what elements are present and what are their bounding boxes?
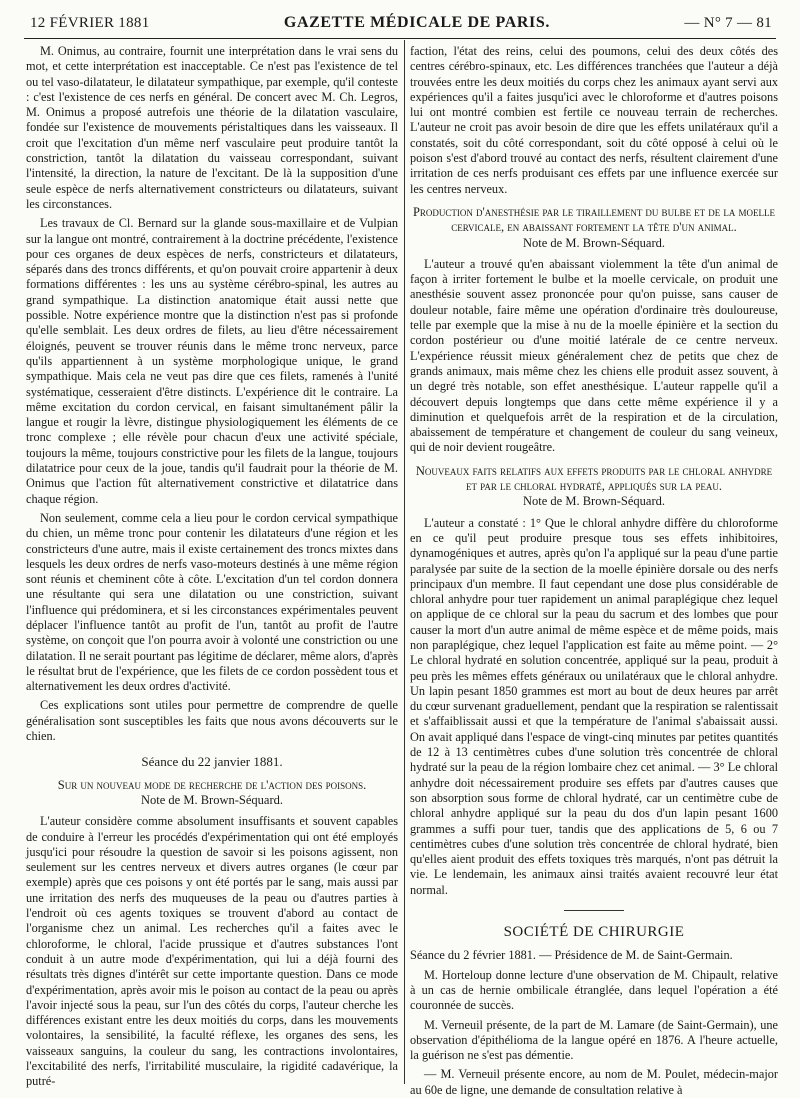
header-rule bbox=[24, 38, 776, 39]
journal-title: GAZETTE MÉDICALE DE PARIS. bbox=[283, 14, 550, 31]
seance-heading: Séance du 22 janvier 1881. bbox=[141, 754, 283, 770]
paragraph: Les travaux de Cl. Bernard sur la glande sous-maxillaire et de Vulpian sur la langue ont montré, contrairement à la doctrine précédente, l'existence pour ces organes de deux espèces de nerfs, constricteurs et dilatateurs, séparés dans des troncs différents, et qu'on pouvait croire appartenir à deux formations différentes : les uns au système cérébro-spinal, les autres au grand sympathique. La distinction anatomique était aussi nette que possible. Notre expérience montre que la distinction n'est pas si profonde qu'elle semblait. Les deux ordres de filets, au lieu d'être nécessairement éloignés, peuvent se trouver réunis dans le même tronc nerveux, parce qu'ils appartiennent à un système morphologique unique, le grand sympathique. Mais cela ne veut pas dire que ces filets, ramenés à l'unité systématique, cesseraient d'être distincts. L'expérience dit le contraire. La même excitation du cordon cervical, en faisant simultanément pâlir la langue et rougir la lèvre, distingue physiologiquement les éléments de ce tronc complexe ; elle révèle pour chacun d'eux une activité spéciale, toujours la même, toujours constrictive pour les filets de la langue, toujours dilatatrice pour ceux de la joue, tandis qu'il faudrait pour la théorie de M. Onimus que l'action fût alternativement constrictive et dilatatrice dans chaque région. bbox=[26, 216, 398, 506]
paragraph: — M. Verneuil présente encore, au nom de M. Poulet, médecin-major au 60e de ligne, une demande de consultation relative à bbox=[410, 1067, 778, 1097]
section-note: Note de M. Brown-Séquard. bbox=[523, 235, 665, 250]
section-title-text: Nouveaux faits relatifs aux effets produits par le chloral anhydre et par le chloral hydraté, appliqués sur la peau. bbox=[415, 463, 773, 494]
paragraph: M. Horteloup donne lecture d'une observation de M. Chipault, relative à un cas de hernie ombilicale étranglée, dans lequel l'opération a été couronnée de succès. bbox=[410, 967, 778, 1013]
section-title bbox=[410, 205, 778, 251]
section-title bbox=[26, 778, 398, 809]
paragraph: L'auteur considère comme absolument insuffisants et souvent capables de conduire à l'erreur les procédés d'expérimentation qui ont été employés jusqu'ici pour résoudre la question de savoir si les poisons agissent, non seulement sur les centres nerveux et divers autres organes (le cœur par exemple) après que ces poisons y ont été portés par le sang, mais aussi par une irritation des nerfs des muqueuses de la peau ou d'autres parties à l'endroit où ces agents toxiques se trouvent d'abord au contact de l'organisme chez un animal. Les recherches qu'il a faites avec le chloroforme, le chloral, l'acide prussique et d'autres substances l'ont conduit à un autre mode d'expérimentation, qui lui a déjà fourni des résultats très dignes d'intérêt sur cette importante question. Dans ce mode d'expérimentation, après avoir mis le poison au contact de la peau ou après l'avoir injecté sous la peau, sur l'un des côtés du corps, l'auteur cherche les différences existant entre les deux moitiés du corps, dans les mouvements volontaires, la sensibilité, la faculté réflexe, les organes des sens, les vaisseaux sanguins, la couleur du sang, les contractions involontaires, l'excitabilité des nerfs, l'irritabilité musculaire, la rigidité cadavérique, la putré- bbox=[26, 814, 398, 1089]
section-note: Note de M. Brown-Séquard. bbox=[523, 494, 665, 509]
section-note: Note de M. Brown-Séquard. bbox=[141, 792, 283, 807]
short-rule bbox=[564, 910, 624, 911]
column-divider bbox=[404, 40, 405, 1084]
seance-line: Séance du 2 février 1881. — Présidence de M. de Saint-Germain. bbox=[410, 948, 733, 963]
paragraph: M. Onimus, au contraire, fournit une interprétation dans le vrai sens du mot, et cette interprétation est inacceptable. Ce n'est pas l'existence de tel ou tel vaso-dilatateur, le dilatateur sympathique, par exemple, qu'il conteste : c'est l'existence de ces nerfs en général. De concert avec M. Ch. Legros, M. Onimus a proposé autrefois une théorie de la dilatation vasculaire, fondée sur l'existence de mouvements péristaltiques dans les vaisseaux. Il croit que l'excitation d'un même nerf vasculaire peut produire tantôt la constriction, tantôt la dilatation du vaisseau correspondant, suivant l'intensité, la direction, la nature de l'excitant. De là la supposition d'une seule espèce de nerfs alternativement constricteurs ou dilatateurs, suivant les circonstances. bbox=[26, 44, 398, 211]
paragraph: Non seulement, comme cela a lieu pour le cordon cervical sympathique du chien, un même tronc pour contenir les dilatateurs d'une région et les constricteurs d'une autre, mais il existe certainement des troncs mixtes dans lesquels les deux ordres de nerfs vaso-moteurs destinés à une même région sont réunis et cheminent côte à côte. L'excitation d'un tel cordon donnera une résultante qui sera une dilatation ou une constriction, suivant l'influence qui prédominera, et si les circonstances expérimentales peuvent déplacer l'influence tantôt au profit de l'un, tantôt au profit de l'autre système, on conçoit que l'on pourra avoir à volonté une constriction ou une dilatation. Il ne serait pourtant pas légitime de déclarer, même alors, d'après le résultat brut de l'expérience, que les filets de ce cordon possèdent tous et alternativement les deux ordres d'activité. bbox=[26, 510, 398, 694]
paragraph: Ces explications sont utiles pour permettre de comprendre de quelle généralisation sont susceptibles les faits que nous avons découverts sur le chien. bbox=[26, 698, 398, 744]
left-column bbox=[26, 44, 398, 1089]
paragraph: faction, l'état des reins, celui des poumons, celui des deux côtés des centres cérébro-spinaux, etc. Les différences tranchées que l'auteur a déjà trouvées entre les deux moitiés du corps chez les animaux ayant servi aux expériences qu'il a faites jusqu'ici avec le chloroforme et d'autres poisons lui ont montré combien est fertile ce nouveau terrain de recherches. L'auteur ne croit pas avoir besoin de dire que les effets unilatéraux qu'il a constatés, soit du côté correspondant, soit du côté opposé à celui où le poison s'est d'abord trouvé au contact des nerfs, résultent clairement d'une irritation de ces nerfs produisant ces effets par une influence exercée sur les centres nerveux. bbox=[410, 44, 778, 196]
header-date: 12 FÉVRIER 1881 bbox=[30, 14, 150, 31]
society-heading: SOCIÉTÉ DE CHIRURGIE bbox=[503, 924, 685, 941]
section-title-text: Sur un nouveau mode de recherche de l'action des poisons. bbox=[57, 777, 367, 792]
section-title bbox=[410, 464, 778, 510]
paragraph: L'auteur a trouvé qu'en abaissant violemment la tête d'un animal de façon à irriter fortement le bulbe et la moelle cervicale, on produit une anesthésie souvent assez prononcée pour qu'on puisse, sans causer de douleur notable, faire même une opération d'ordinaire très douloureuse, telle par exemple que la mise à nu de la moelle épinière et la section du cordon postérieur ou d'une moitié latérale de ce centre nerveux. L'expérience réussit mieux généralement chez de petits que chez de grands animaux, mais même chez les chiens elle produit assez souvent, à un degré très notable, son effet anesthésique. L'auteur rappelle qu'il a découvert depuis longtemps que dans cette même expérience il y a diminution et quelquefois arrêt de la respiration et de la circulation, abaissement de température et changement de couleur du sang veineux, qui de noir devient rougeâtre. bbox=[410, 256, 778, 455]
page-header bbox=[30, 8, 772, 38]
section-title-text: Production d'anesthésie par le tiraillement du bulbe et de la moelle cervicale, en abaissant fortement la tête d'un animal. bbox=[412, 204, 776, 235]
paragraph: M. Verneuil présente, de la part de M. Lamare (de Saint-Germain), une observation d'épithélioma de la langue opéré en 1876. A l'heure actuelle, la guérison ne s'est pas démentie. bbox=[410, 1017, 778, 1063]
paragraph: L'auteur a constaté : 1° Que le chloral anhydre diffère du chloroforme en ce qu'il peut produire presque tous ses effets inhibitoires, dynamogéniques et autres, après qu'on l'a appliqué sur la peau d'une partie paralysée par suite de la section de la moelle épinière dorsale ou des nerfs principaux d'un membre. Il faut cependant une dose plus considérable de chloral anhydre pour tuer rapidement un animal paraplégique chez lequel on applique de ce chloral sur la peau du sacrum et des lombes que pour causer la mort d'un autre animal de même espèce et de même poids, mais non paraplégique, chez lequel l'application est faite au même point. — 2° Le chloral hydraté en solution concentrée, appliqué sur la peau, produit à peu près les mêmes effets généraux ou unilatéraux que le chloral anhydre. Un lapin pesant 1850 grammes est mort au bout de deux heures par arrêt du cœur survenant graduellement, pendant que la respiration se ralentissait et s'affaiblissait aussi et que la température de l'animal s'abaissait aussi. On avait appliqué dans l'espace de vingt-cinq minutes par petites quantités de 12 à 13 centimètres cubes d'une solution très concentrée de chloral hydraté sur la peau de la région lombaire chez cet animal. — 3° Le chloral anhydre doit nécessairement produire ses effets par d'autres causes que son absorption sous forme de chloral hydraté, car un centimètre cube de chloral anhydre appliqué sur la peau du dos d'un lapin pesant 1600 grammes a suffi pour tuer, tandis que des applications de 5, 6 ou 7 centimètres cubes d'une solution très concentrée de chloral hydraté, bien qu'elles aient produit des effets toxiques très marqués, n'ont pas détruit la vie. Le lendemain, les animaux ainsi traités avaient recouvré leur état normal. bbox=[410, 515, 778, 897]
page-number: — N° 7 — 81 bbox=[684, 14, 772, 31]
right-column bbox=[410, 44, 778, 1097]
